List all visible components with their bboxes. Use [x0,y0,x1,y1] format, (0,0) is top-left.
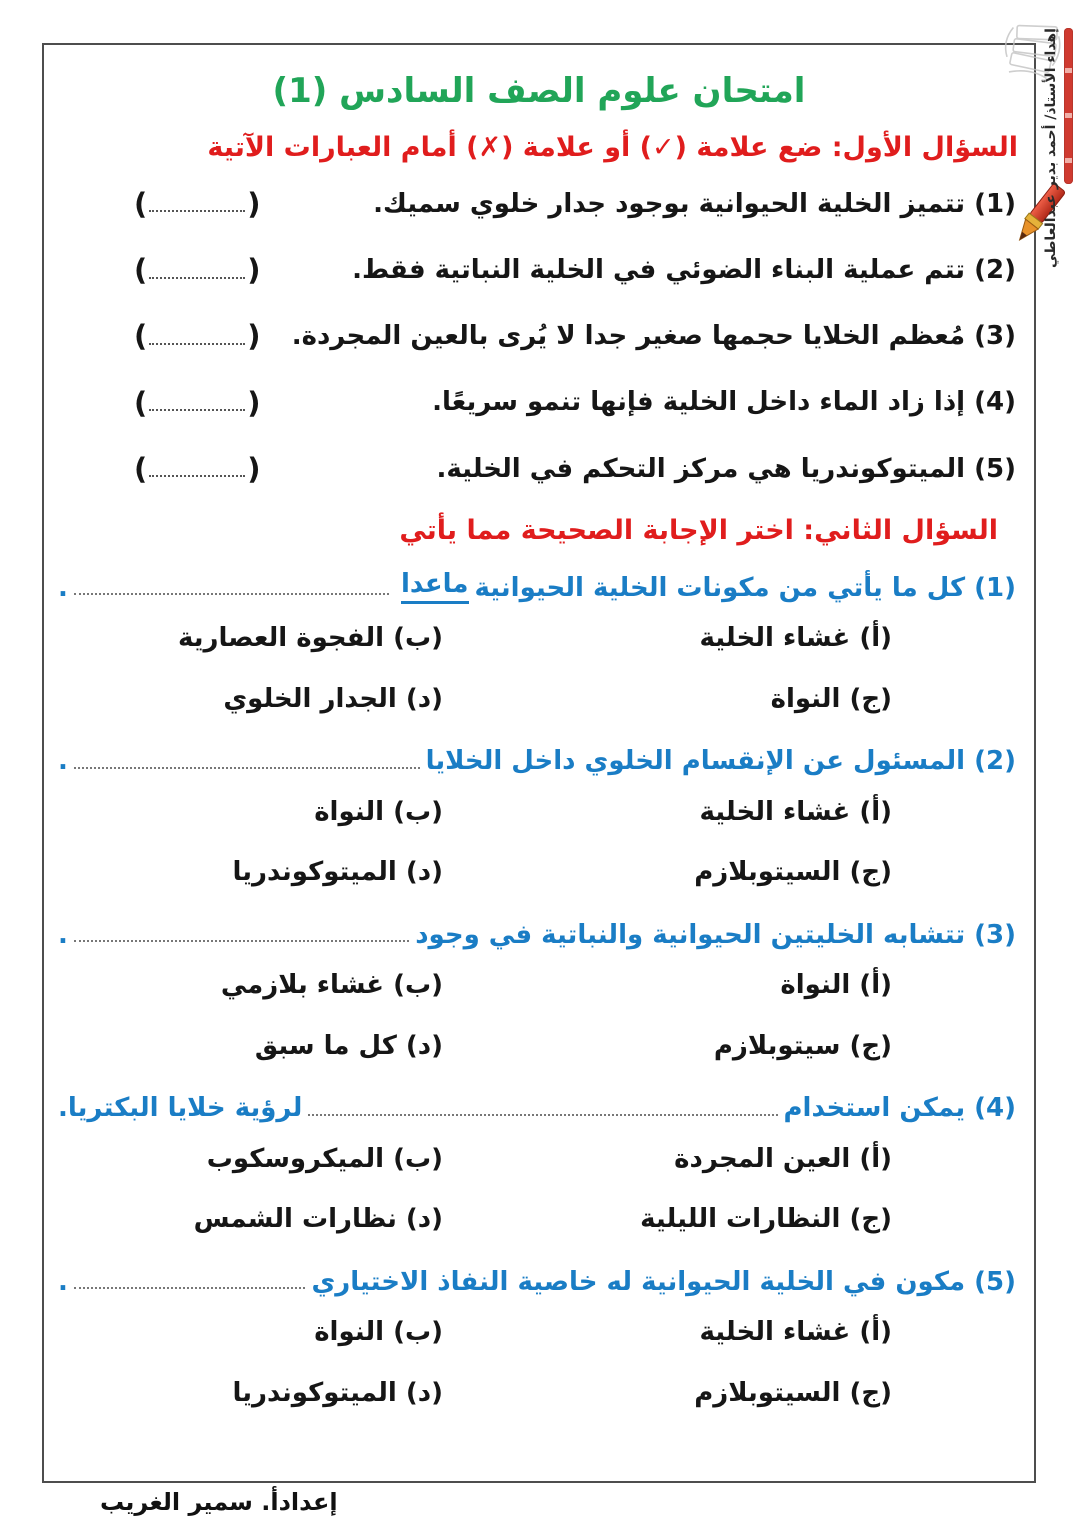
answer-blank [134,385,261,421]
dotted-blank [149,460,245,477]
option-b: (ب) النواة [314,1317,443,1348]
options-row [58,842,1020,903]
option-d: (د) كل ما سبق [254,1030,443,1061]
option-c: (ج) السيتوبلازم [694,1377,892,1408]
statement-text: (3) مُعظم الخلايا حجمها صغير جدا لا يُرى بالعين المجردة. [291,321,1016,352]
answer-blank [134,451,261,487]
question-text: (5) مكون في الخلية الحيوانية له خاصية النفاذ الاختياري [311,1266,1016,1297]
option-a: (أ) غشاء الخلية [699,796,892,827]
blank-open-paren: ( [247,253,261,288]
footer-credit: إعدادأ. سمير الغريب [100,1488,338,1516]
dotted-blank-line [74,593,389,595]
option-b: (ب) غشاء بلازمي [220,970,443,1001]
option-c: (ج) النواة [770,683,892,714]
question-block [58,552,1020,730]
question-text: (2) المسئول عن الإنقسام الخلوي داخل الخلايا [425,746,1016,777]
option-d: (د) الميتوكوندريا [232,1377,443,1408]
options-row [58,1129,1020,1190]
statement-text: (1) تتميز الخلية الحيوانية بوجود جدار خلوي سميك. [373,188,1016,219]
question-text: (4) يمكن استخدام [783,1093,1016,1124]
blank-open-paren: ( [247,319,261,354]
dotted-blank-line [308,1114,777,1116]
option-d: (د) نظارات الشمس [193,1204,443,1235]
statement-row [58,303,1020,369]
option-b: (ب) الفجوة العصارية [177,623,443,654]
statement-text: (5) الميتوكوندريا هي مركز التحكم في الخلية. [436,453,1016,484]
dotted-blank-line [74,1287,306,1289]
option-a: (أ) العين المجردة [674,1143,892,1174]
question-tail: . [58,746,68,777]
dotted-blank [149,394,245,411]
options-row [58,782,1020,843]
option-a: (أ) النواة [780,970,892,1001]
dotted-blank-line [74,767,420,769]
option-d: (د) الميتوكوندريا [232,857,443,888]
blank-open-paren: ( [247,451,261,486]
option-b: (ب) النواة [314,796,443,827]
section2-heading: السؤال الثاني: اختر الإجابة الصحيحة مما يأتي [399,515,998,547]
question-tail: . [58,1266,68,1297]
blank-open-paren: ( [247,385,261,420]
statement-row [58,237,1020,303]
question-line [58,729,1020,782]
question-underlined-word: ماعدا [401,568,469,605]
blank-close-paren: ) [134,319,148,354]
statement-row [58,370,1020,436]
blank-close-paren: ) [134,186,148,221]
options-row [58,669,1020,730]
blank-open-paren: ( [247,186,261,221]
option-c: (ج) النظارات الليلية [640,1204,892,1235]
question-text: (3) تتشابه الخليتين الحيوانية والنباتية في وجود [415,919,1016,950]
statement-text: (4) إذا زاد الماء داخل الخلية فإنها تنمو سريعًا. [432,387,1016,418]
options-row [58,955,1020,1016]
question-tail: . [58,919,68,950]
blank-close-paren: ) [134,451,148,486]
dedication-note: إهداء الأستاذ/ أحمد بدير عبدالعاطي [1043,28,1059,268]
option-c: (ج) سيتوبلازم [713,1030,892,1061]
question-line [58,903,1020,956]
options-row [58,608,1020,669]
option-c: (ج) السيتوبلازم [694,857,892,888]
question-line [58,1250,1020,1303]
answer-blank [134,318,261,354]
option-a: (أ) غشاء الخلية [699,623,892,654]
blank-close-paren: ) [134,385,148,420]
exam-title: امتحان علوم الصف السادس (1) [272,71,806,111]
statement-row [58,171,1020,237]
section1-heading: السؤال الأول: ضع علامة (✓) أو علامة (✗) أمام العبارات الآتية [207,132,1018,163]
question-block [58,903,1020,1077]
statement-row [58,436,1020,502]
options-row [58,1016,1020,1077]
question-block [58,1076,1020,1250]
question-block [58,1250,1020,1424]
question-line [58,552,1020,609]
blank-close-paren: ) [134,253,148,288]
option-a: (أ) غشاء الخلية [699,1317,892,1348]
option-b: (ب) الميكروسكوب [206,1143,443,1174]
answer-blank [134,186,261,222]
dotted-blank-line [74,940,409,942]
pen-icon [1064,28,1073,184]
question-tail: . [58,572,68,603]
options-row [58,1189,1020,1250]
page-frame [42,43,1036,1483]
question-text: (1) كل ما يأتي من مكونات الخلية الحيوانية [474,572,1016,603]
dotted-blank [149,195,245,212]
dotted-blank [149,328,245,345]
options-row [58,1363,1020,1424]
option-d: (د) الجدار الخلوي [223,683,443,714]
statement-text: (2) تتم عملية البناء الضوئي في الخلية النباتية فقط. [352,254,1016,285]
options-row [58,1302,1020,1363]
question-block [58,729,1020,903]
answer-blank [134,252,261,288]
question-tail: لرؤية خلايا البكتريا. [58,1093,303,1124]
question-line [58,1076,1020,1129]
dotted-blank [149,262,245,279]
